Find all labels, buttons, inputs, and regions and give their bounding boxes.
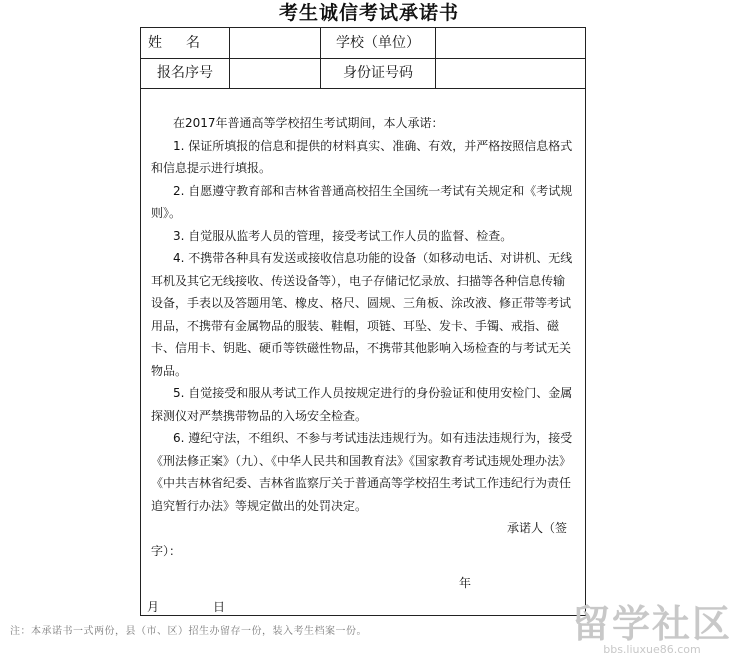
signature-label: 承诺人（签 — [506, 521, 567, 535]
school-field[interactable] — [436, 28, 585, 59]
signature-label-cont: 字）： — [151, 543, 182, 558]
registration-number-label: 报名序号 — [141, 58, 230, 89]
pledge-form — [140, 27, 586, 616]
pledge-item-6: 6. 遵纪守法，不组织、不参与考试违法违规行为。如有违法违规行为，接受《刑法修正案》（九）、《中华人民共和国教育法》《国家教育考试违规处理办法》《中共吉林省纪委、吉林省监察厅关于普通高等学校招生考试工作违纪行为责任追究暂行办法》等规定做出的处罚决定。 — [151, 431, 573, 513]
document-title: 考生诚信考试承诺书 — [278, 2, 459, 24]
pledge-item-2: 2. 自愿遵守教育部和吉林省普通高校招生全国统一考试有关规定和《考试规则》。 — [151, 183, 573, 220]
id-number-label: 身份证号码 — [321, 58, 436, 89]
info-table — [141, 28, 585, 89]
name-label: 姓 名 — [141, 28, 230, 59]
name-field[interactable] — [230, 28, 321, 59]
footnote: 注：本承诺书一式两份，县（市、区）招生办留存一份，装入考生档案一份。 — [10, 626, 367, 637]
date-day-label: 日 — [213, 600, 226, 614]
school-label: 学校（单位） — [321, 28, 436, 59]
id-number-field[interactable] — [436, 58, 585, 89]
pledge-item-1: 1. 保证所填报的信息和提供的材料真实、准确、有效，并严格按照信息格式和信息提示进行填报。 — [151, 138, 573, 175]
pledge-body — [141, 89, 585, 562]
site-watermark — [572, 604, 732, 656]
watermark-url: bbs.liuxue86.com — [603, 643, 701, 656]
pledge-intro: 在2017年普通高等学校招生考试期间，本人承诺： — [173, 116, 444, 130]
pledge-item-4: 4. 不携带各种具有发送或接收信息功能的设备（如移动电话、对讲机、无线耳机及其它无线接收、传送设备等），电子存储记忆录放、扫描等各种信息传输设备，手表以及答题用笔、橡皮、格尺、圆规、三角板、涂改液、修正带等考试用品，不携带有金属物品的服装、鞋帽，项链、耳坠、发卡、手镯、戒指、磁卡、信用卡、钥匙、硬币等铁磁性物品，不携带其他影响入场检查的与考试无关物品。 — [151, 251, 573, 378]
pledge-item-3: 3. 自觉服从监考人员的管理，接受考试工作人员的监督、检查。 — [173, 228, 513, 243]
registration-number-field[interactable] — [230, 58, 321, 89]
watermark-logo: 留学社区 — [571, 602, 732, 646]
date-month-label: 月 — [147, 600, 160, 614]
date-year-label: 年 — [459, 576, 472, 590]
pledge-item-5: 5. 自觉接受和服从考试工作人员按规定进行的身份验证和使用安检门、金属探测仪对严禁携带物品的入场安全检查。 — [151, 386, 573, 423]
